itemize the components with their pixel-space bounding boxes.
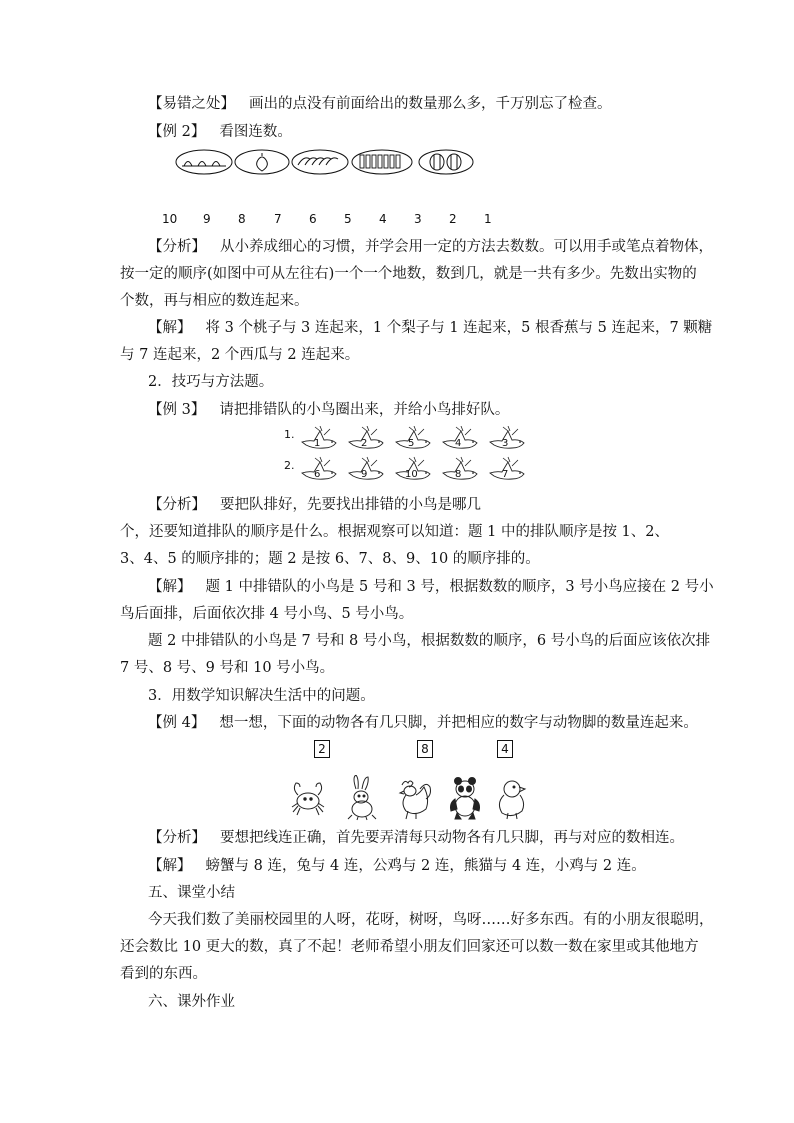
solution-3-line-1 (148, 577, 714, 597)
solution-4-line (148, 856, 646, 876)
section-3-heading: 3．用数学知识解决生活中的问题。 (148, 688, 375, 704)
rabbit-icon (348, 775, 376, 820)
analysis-4-text: 要想把线连正确，首先要弄清每只动物各有几只脚，再与对应的数相连。 (220, 830, 684, 846)
analysis-3-line-3: 3、4、5 的顺序排的；题 2 是按 6、7、8、9、10 的顺序排的。 (120, 551, 540, 567)
solution-3-line-3: 题 2 中排错队的小鸟是 7 号和 8 号小鸟，根据数数的顺序，6 号小鸟的后面应该依次排 (148, 633, 711, 649)
analysis-2-line-3: 个数，再与相应的数连起来。 (120, 293, 309, 309)
number-5: 5 (344, 212, 352, 226)
watermelon-oval (419, 150, 473, 174)
section-2-heading: 2．技巧与方法题。 (148, 374, 274, 390)
number-6: 6 (309, 212, 317, 226)
crab-icon (292, 783, 324, 815)
number-2: 2 (449, 212, 457, 226)
tip-text: 画出的点没有前面给出的数量那么多，千万别忘了检查。 (249, 96, 612, 112)
solution-2-tag: 【解】 (148, 320, 192, 336)
number-7: 7 (274, 212, 282, 226)
panda-icon (451, 778, 480, 820)
rooster-icon (400, 781, 431, 819)
solution-2-line-2: 与 7 连起来，2 个西瓜与 2 连起来。 (120, 347, 360, 363)
analysis-3-tag: 【分析】 (148, 497, 206, 513)
number-box: 8 (417, 740, 433, 758)
analysis-2-text-1: 从小养成细心的习惯，并学会用一定的方法去数数。可以用手或笔点着物体， (220, 239, 713, 255)
birds-figure (284, 426, 544, 488)
solution-3-line-2: 鸟后面排，后面依次排 4 号小鸟、5 号小鸟。 (120, 606, 414, 622)
example-3-line (148, 400, 509, 420)
example-4-line (148, 713, 698, 733)
section-6-heading: 六、课外作业 (148, 994, 235, 1010)
bird-number: 10 (405, 469, 418, 480)
analysis-3-line-2: 个，还要知道排队的顺序是什么。根据观察可以知道：题 1 中的排队顺序是按 1、2、 (120, 524, 670, 540)
analysis-2-tag: 【分析】 (148, 239, 206, 255)
example-4-tag: 【例 4】 (148, 715, 206, 731)
example-2-line (148, 122, 292, 142)
bird-number: 2 (361, 438, 368, 449)
solution-3-tag: 【解】 (148, 579, 192, 595)
summary-line-3: 看到的东西。 (120, 966, 207, 982)
summary-line-1: 今天我们数了美丽校园里的人呀，花呀，树呀，鸟呀……好多东西。有的小朋友很聪明， (148, 912, 714, 928)
section-5-heading: 五、课堂小结 (148, 885, 235, 901)
analysis-3-line-1 (148, 495, 481, 515)
bird-number: 1 (314, 438, 321, 449)
bird-number: 8 (455, 469, 462, 480)
number-8: 8 (238, 212, 246, 226)
number-1: 1 (484, 212, 492, 226)
solution-2-line-1 (148, 318, 712, 338)
tip-tag: 【易错之处】 (148, 96, 235, 112)
animals-figure (290, 775, 530, 821)
example-3-tag: 【例 3】 (148, 402, 206, 418)
birds-row-1-label: 1. (284, 428, 295, 441)
birds-row-2-label: 2. (284, 459, 295, 472)
bird-number: 3 (502, 438, 509, 449)
analysis-2-line-2: 按一定的顺序(如图中可从左往右)一个一个地数，数到几，就是一共有多少。先数出实物的 (120, 266, 697, 282)
tip-line (148, 94, 612, 114)
example-4-text: 想一想，下面的动物各有几只脚，并把相应的数字与动物脚的数量连起来。 (219, 715, 698, 731)
solution-3-text-1: 题 1 中排错队的小鸟是 5 号和 3 号，根据数数的顺序，3 号小鸟应接在 2 号小 (205, 579, 714, 595)
solution-3-line-4: 7 号、8 号、9 号和 10 号小鸟。 (120, 660, 335, 676)
bird-number: 7 (502, 469, 509, 480)
example-2-tag: 【例 2】 (148, 124, 206, 140)
fruit-ovals-figure (174, 147, 474, 177)
analysis-3-text-1: 要把队排好，先要找出排错的小鸟是哪几 (220, 497, 481, 513)
analysis-4-line (148, 828, 684, 848)
number-3: 3 (414, 212, 422, 226)
solution-4-text: 螃蟹与 8 连，兔与 4 连，公鸡与 2 连，熊猫与 4 连，小鸡与 2 连。 (205, 858, 646, 874)
solution-4-tag: 【解】 (148, 858, 192, 874)
solution-2-text-1: 将 3 个桃子与 3 连起来，1 个梨子与 1 连起来，5 根香蕉与 5 连起来，7 颗糖 (205, 320, 713, 336)
analysis-2-line-1 (148, 237, 713, 257)
analysis-4-tag: 【分析】 (148, 830, 206, 846)
number-9: 9 (203, 212, 211, 226)
example-3-text: 请把排错队的小鸟圈出来，并给小鸟排好队。 (219, 402, 510, 418)
number-10: 10 (162, 212, 178, 226)
example-2-text: 看图连数。 (219, 124, 292, 140)
summary-line-2: 还会数比 10 更大的数，真了不起！老师希望小朋友们回家还可以数一数在家里或其他地方 (120, 939, 699, 955)
number-box: 4 (497, 740, 513, 758)
bird-number: 6 (314, 469, 321, 480)
bird-number: 4 (455, 438, 462, 449)
bird-number: 9 (361, 469, 368, 480)
number-4: 4 (379, 212, 387, 226)
number-box: 2 (314, 740, 330, 758)
bird-number: 5 (408, 438, 415, 449)
chick-icon (499, 781, 525, 819)
